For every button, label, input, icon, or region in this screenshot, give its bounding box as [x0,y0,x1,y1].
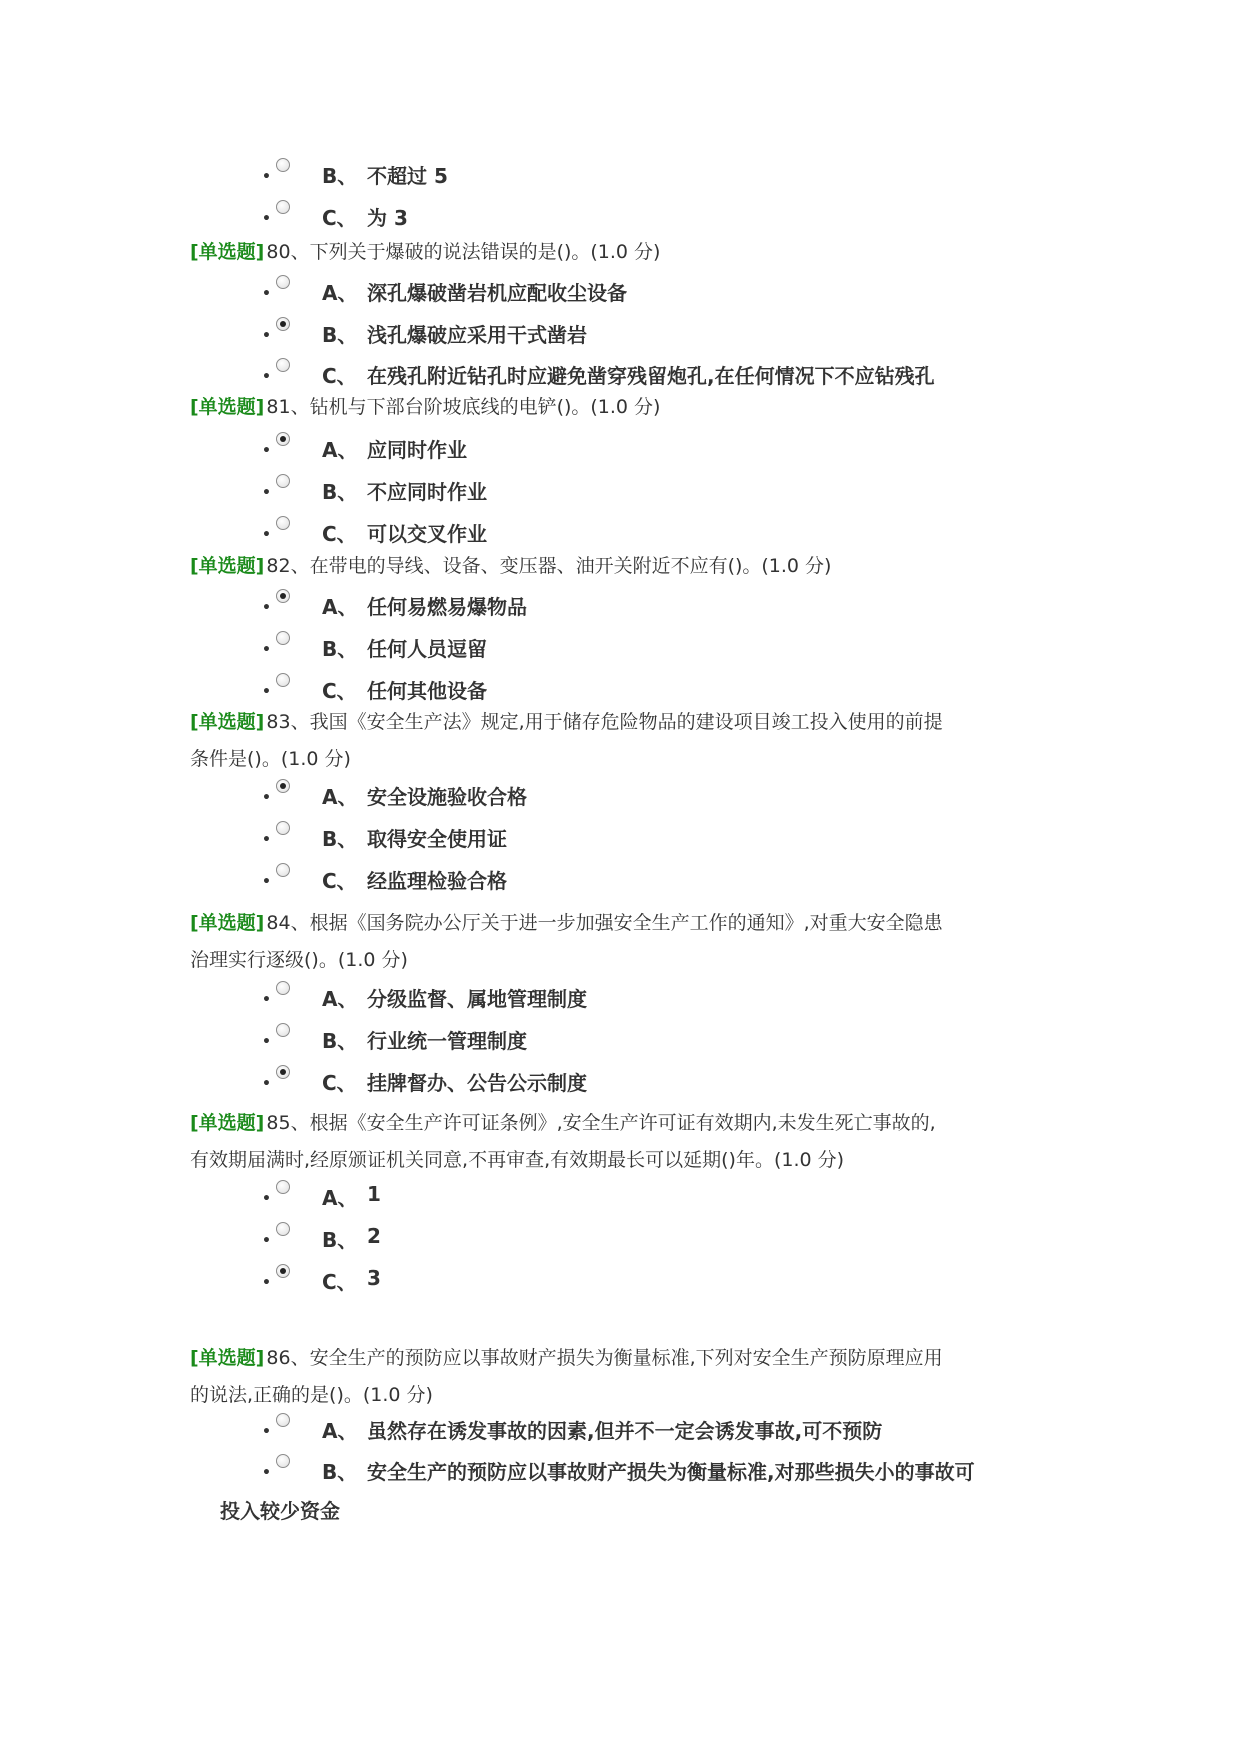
option-text: 任何易燃易爆物品 [367,595,527,619]
bullet: • [262,1034,271,1050]
question-80 [190,234,1070,271]
bullet: • [262,1233,271,1249]
bullet: • [262,1465,271,1481]
q86-option-a[interactable] [262,1413,1062,1453]
radio-button[interactable] [276,1454,290,1468]
radio-button[interactable] [276,821,290,835]
q84-option-a[interactable] [262,981,1062,1021]
question-83 [190,704,1070,778]
option-letter: C、 [322,522,357,546]
option-letter: B、 [322,827,358,851]
question-text: 、安全生产的预防应以事故财产损失为衡量标准,下列对安全生产预防原理应用 [290,1347,943,1369]
question-type-tag: [单选题] [190,1347,265,1369]
radio-button[interactable] [276,516,290,530]
bullet: • [262,169,271,185]
q80-option-a[interactable] [262,275,1062,315]
bullet: • [262,527,271,543]
option-text: 经监理检验合格 [367,869,507,893]
option-text: 取得安全使用证 [367,827,507,851]
radio-button[interactable] [276,358,290,372]
option-letter: C、 [322,364,357,388]
q85-option-b[interactable] [262,1222,1062,1262]
option-text: 行业统一管理制度 [367,1029,527,1053]
q81-option-b[interactable] [262,474,1062,514]
q83-option-b[interactable] [262,821,1062,861]
option-text: 深孔爆破凿岩机应配收尘设备 [367,281,627,305]
question-82 [190,548,1070,585]
option-text: 浅孔爆破应采用干式凿岩 [367,323,587,347]
radio-button[interactable] [276,200,290,214]
question-text: 、钻机与下部台阶坡底线的电铲()。(1.0 分) [290,396,661,418]
q82-option-b[interactable] [262,631,1062,671]
bullet: • [262,443,271,459]
question-text: 、下列关于爆破的说法错误的是()。(1.0 分) [290,241,661,263]
option-text: 安全生产的预防应以事故财产损失为衡量标准,对那些损失小的事故可 [367,1460,975,1484]
question-number: 80 [266,241,291,263]
radio-button[interactable] [276,275,290,289]
radio-button[interactable] [276,673,290,687]
q83-option-c[interactable] [262,863,1062,903]
option-text: 分级监督、属地管理制度 [367,987,587,1011]
question-number: 84 [266,912,291,934]
bullet: • [262,684,271,700]
bullet: • [262,1191,271,1207]
question-86 [190,1340,1070,1414]
question-text: 、我国《安全生产法》规定,用于储存危险物品的建设项目竣工投入使用的前提 [290,711,943,733]
question-number: 82 [266,555,291,577]
option-letter: B、 [322,1228,358,1252]
question-text: 、根据《安全生产许可证条例》,安全生产许可证有效期内,未发生死亡事故的, [290,1112,936,1134]
q82-option-a[interactable] [262,589,1062,629]
bullet: • [262,992,271,1008]
option-text: 虽然存在诱发事故的因素,但并不一定会诱发事故,可不预防 [367,1419,883,1443]
option-letter: A、 [322,595,358,619]
option-text: 挂牌督办、公告公示制度 [367,1071,587,1095]
option-text: 1 [367,1182,381,1206]
option-text: 不应同时作业 [367,480,487,504]
bullet: • [262,369,271,385]
option-letter: B、 [322,1029,358,1053]
option-letter: C、 [322,869,357,893]
bullet: • [262,642,271,658]
radio-button-checked[interactable] [276,432,290,446]
bullet: • [262,328,271,344]
question-type-tag: [单选题] [190,396,265,418]
option-text: 任何人员逗留 [367,637,487,661]
option-text: 2 [367,1224,381,1248]
radio-button[interactable] [276,1413,290,1427]
option-text: 可以交叉作业 [367,522,487,546]
option-letter: B、 [322,637,358,661]
radio-button-checked[interactable] [276,1065,290,1079]
question-type-tag: [单选题] [190,711,265,733]
option-letter: B、 [322,164,358,188]
option-letter: B、 [322,1460,358,1484]
bullet: • [262,1076,271,1092]
question-number: 83 [266,711,291,733]
radio-button[interactable] [276,158,290,172]
option-text: 应同时作业 [367,438,467,462]
question-type-tag: [单选题] [190,555,265,577]
radio-button[interactable] [276,1023,290,1037]
radio-button-checked[interactable] [276,779,290,793]
q79-option-b[interactable] [262,158,1062,198]
bullet: • [262,1275,271,1291]
question-85 [190,1105,1070,1179]
q83-option-a[interactable] [262,779,1062,819]
question-text: 、在带电的导线、设备、变压器、油开关附近不应有()。(1.0 分) [290,555,832,577]
option-text: 在残孔附近钻孔时应避免凿穿残留炮孔,在任何情况下不应钻残孔 [367,364,935,388]
question-text: 、根据《国务院办公厅关于进一步加强安全生产工作的通知》,对重大安全隐患 [290,912,943,934]
q86-option-b[interactable] [262,1454,1062,1494]
option-letter: C、 [322,1071,357,1095]
q85-option-c[interactable] [262,1264,1062,1304]
q80-option-b[interactable] [262,317,1062,357]
option-letter: A、 [322,987,358,1011]
option-text: 不超过 5 [367,164,448,188]
q86-option-b-continuation: 投入较少资金 [220,1499,340,1523]
question-text-line2: 治理实行逐级()。(1.0 分) [190,949,408,971]
option-text: 任何其他设备 [367,679,487,703]
question-text-line2: 的说法,正确的是()。(1.0 分) [190,1384,433,1406]
option-letter: B、 [322,323,358,347]
question-number: 85 [266,1112,291,1134]
option-letter: A、 [322,785,358,809]
radio-button[interactable] [276,1222,290,1236]
option-letter: A、 [322,1419,358,1443]
q81-option-a[interactable] [262,432,1062,472]
option-text: 3 [367,1266,381,1290]
radio-button[interactable] [276,474,290,488]
question-type-tag: [单选题] [190,912,265,934]
radio-button-checked[interactable] [276,589,290,603]
option-text: 安全设施验收合格 [367,785,527,809]
option-letter: A、 [322,281,358,305]
question-type-tag: [单选题] [190,1112,265,1134]
radio-button[interactable] [276,981,290,995]
radio-button-checked[interactable] [276,317,290,331]
question-84 [190,905,1070,979]
radio-button[interactable] [276,863,290,877]
bullet: • [262,1424,271,1440]
option-letter: A、 [322,1186,358,1210]
question-text-line2: 条件是()。(1.0 分) [190,748,351,770]
bullet: • [262,286,271,302]
option-text: 为 3 [367,206,408,230]
q85-option-a[interactable] [262,1180,1062,1220]
bullet: • [262,874,271,890]
bullet: • [262,790,271,806]
q84-option-b[interactable] [262,1023,1062,1063]
bullet: • [262,211,271,227]
radio-button[interactable] [276,631,290,645]
q84-option-c[interactable] [262,1065,1062,1105]
option-letter: B、 [322,480,358,504]
bullet: • [262,832,271,848]
option-letter: C、 [322,1270,357,1294]
option-letter: C、 [322,206,357,230]
radio-button-checked[interactable] [276,1264,290,1278]
option-letter: A、 [322,438,358,462]
option-letter: C、 [322,679,357,703]
question-81 [190,389,1070,426]
bullet: • [262,600,271,616]
question-number: 81 [266,396,291,418]
bullet: • [262,485,271,501]
question-text-line2: 有效期届满时,经原颁证机关同意,不再审查,有效期最长可以延期()年。(1.0 分) [190,1149,845,1171]
question-type-tag: [单选题] [190,241,265,263]
radio-button[interactable] [276,1180,290,1194]
question-number: 86 [266,1347,291,1369]
